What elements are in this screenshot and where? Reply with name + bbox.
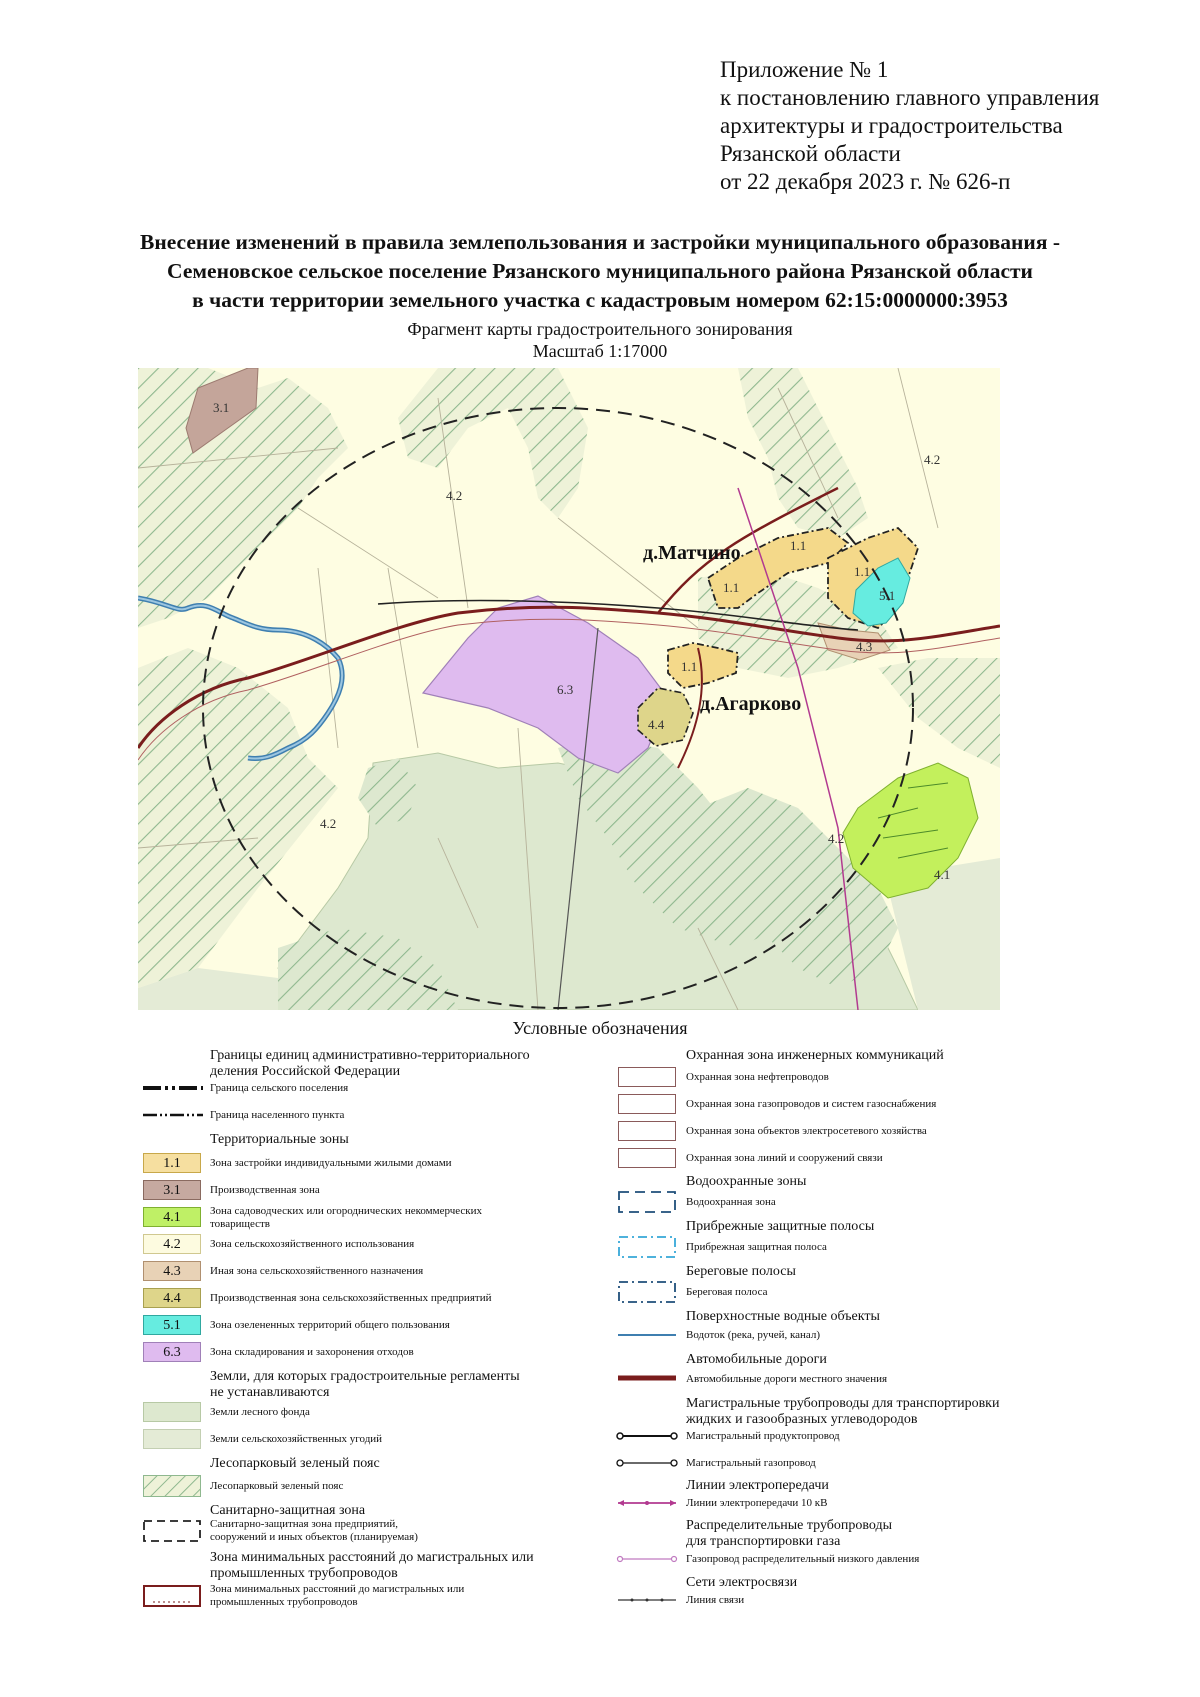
rural-boundary-symbol [143, 1084, 203, 1092]
map-label-4-1: 4.1 [934, 867, 951, 882]
legend-watercourse: Водоток (река, ручей, канал) [686, 1329, 821, 1341]
legend-settlement-boundary: Граница населенного пункта [210, 1109, 345, 1121]
security-gas-swatch [618, 1094, 676, 1114]
legend-zones-heading: Территориальные зоны [210, 1132, 349, 1147]
legend-zone-label: Зона озелененных территорий общего пользования [210, 1319, 450, 1331]
appendix-line: от 22 декабря 2023 г. № 626-п [720, 169, 1011, 194]
legend-zone-label: Зона сельскохозяйственного использования [210, 1238, 415, 1250]
legend-sanitary-line: Санитарно-защитная зона предприятий, [210, 1518, 399, 1530]
map-label-4-2: 4.2 [828, 831, 845, 846]
legend-min-distance [210, 1583, 464, 1609]
legend-heading-line: деления Российской Федерации [210, 1064, 401, 1079]
legend-coastal-protection: Прибрежная защитная полоса [686, 1241, 827, 1253]
legend-zone-label: Производственная зона [210, 1184, 320, 1196]
legend-min-distance-line: Зона минимальных расстояний до магистральных или [210, 1583, 465, 1595]
map-label-1-1: 1.1 [790, 538, 807, 553]
comm-line-symbol [616, 1596, 678, 1604]
legend-sanitary [210, 1518, 418, 1544]
sanitary-zone-symbol [143, 1520, 201, 1542]
legend-greenbelt-heading: Лесопарковый зеленый пояс [210, 1456, 380, 1471]
legend-zone-label: Зона складирования и захоронения отходов [210, 1346, 414, 1358]
legend-telecom-heading: Сети электросвязи [686, 1575, 798, 1590]
map-subtitle [0, 318, 1200, 362]
legend-low-pressure-gas: Газопровод распределительный низкого давления [686, 1553, 920, 1565]
map-label-6-3: 6.3 [557, 682, 574, 697]
forest-fund-swatch [143, 1402, 201, 1422]
map-label-4-2: 4.2 [446, 488, 463, 503]
legend-forest-fund: Земли лесного фонда [210, 1406, 310, 1418]
appendix-line: к постановлению главного управления [720, 85, 1100, 110]
legend-min-distance-heading [210, 1550, 534, 1582]
legend-zone-label: Иная зона сельскохозяйственного назначения [210, 1265, 424, 1277]
legend-heading-line: Магистральные трубопроводы для транспортировки [686, 1396, 1000, 1411]
legend-security-oil: Охранная зона нефтепроводов [686, 1071, 829, 1083]
legend-zone-label: Производственная зона сельскохозяйственных предприятий [210, 1292, 492, 1304]
coastal-protection-symbol [618, 1236, 676, 1258]
legend-title: Условные обозначения [512, 1018, 688, 1038]
title-line: Внесение изменений в правила землепользования и застройки муниципального образования - [139, 230, 1060, 254]
legend-security-comm: Охранная зона линий и сооружений связи [686, 1152, 883, 1164]
settlement-label-matchino: д.Матчино [643, 542, 741, 564]
agri-lands-swatch [143, 1429, 201, 1449]
legend-product-pipeline: Магистральный продуктопровод [686, 1430, 840, 1442]
map-label-1-1: 1.1 [854, 564, 871, 579]
legend-surface-water-heading: Поверхностные водные объекты [686, 1309, 880, 1324]
legend-no-regulation-heading [210, 1369, 520, 1401]
zoning-map[interactable] [138, 368, 1000, 1010]
security-power-swatch [618, 1121, 676, 1141]
greenbelt-swatch [143, 1475, 201, 1497]
legend-coastal-heading: Прибрежные защитные полосы [686, 1219, 875, 1234]
legend-roads-heading: Автомобильные дороги [686, 1352, 827, 1367]
map-label-5-1: 5.1 [879, 588, 896, 603]
power-line-symbol [616, 1498, 678, 1508]
legend-zone-label: Зона застройки индивидуальными жилыми домами [210, 1157, 452, 1169]
legend-heading-line: Зона минимальных расстояний до магистральных или [210, 1550, 534, 1565]
local-road-symbol [618, 1375, 676, 1381]
zone-swatch-1-1: 1.1 [143, 1153, 201, 1173]
security-oil-swatch [618, 1067, 676, 1087]
map-label-1-1: 1.1 [723, 580, 740, 595]
legend-heading-line: для транспортировки газа [686, 1534, 841, 1549]
map-scale: Масштаб 1:17000 [532, 341, 668, 361]
legend-water-protection: Водоохранная зона [686, 1196, 776, 1208]
zone-swatch-5-1: 5.1 [143, 1315, 201, 1335]
appendix-block [720, 56, 1099, 196]
legend-heading-line: Распределительные трубопроводы [686, 1518, 893, 1533]
min-distance-symbol [143, 1585, 201, 1607]
appendix-line: Рязанской области [720, 141, 901, 166]
zone-swatch-4-1: 4.1 [143, 1207, 201, 1227]
legend-security-power: Охранная зона объектов электросетевого хозяйства [686, 1125, 927, 1137]
legend-heading-line: промышленных трубопроводов [210, 1566, 398, 1581]
legend-heading-line: не устанавливаются [210, 1385, 330, 1400]
product-pipeline-symbol [616, 1431, 678, 1441]
map-label-4-4: 4.4 [648, 717, 665, 732]
shore-strip-symbol [618, 1281, 676, 1303]
zone-swatch-4-2: 4.2 [143, 1234, 201, 1254]
map-label-3-1: 3.1 [213, 400, 230, 415]
legend-power-heading: Линии электропередачи [686, 1478, 829, 1493]
legend-shore-strip: Береговая полоса [686, 1286, 768, 1298]
legend-heading-line: жидких и газообразных углеводородов [686, 1412, 918, 1427]
document-title [0, 228, 1200, 315]
legend-power-line: Линии электропередачи 10 кВ [686, 1497, 828, 1509]
legend-zone-label-line: Зона садоводческих или огороднических некоммерческих [210, 1205, 483, 1217]
low-pressure-gas-symbol [616, 1554, 678, 1564]
legend-shore-heading: Береговые полосы [686, 1264, 796, 1279]
map-label-4-3: 4.3 [856, 639, 873, 654]
map-label-4-2: 4.2 [320, 816, 337, 831]
legend-admin-heading [210, 1048, 530, 1080]
zone-swatch-4-4: 4.4 [143, 1288, 201, 1308]
gas-pipeline-symbol [616, 1458, 678, 1468]
legend-local-roads: Автомобильные дороги местного значения [686, 1373, 888, 1385]
appendix-line: архитектуры и градостроительства [720, 113, 1063, 138]
legend-sanitary-heading: Санитарно-защитная зона [210, 1503, 366, 1518]
legend-water-protection-heading: Водоохранные зоны [686, 1174, 807, 1189]
legend-greenbelt: Лесопарковый зеленый пояс [210, 1480, 344, 1492]
legend-gas-pipeline: Магистральный газопровод [686, 1457, 816, 1469]
zoning-map-canvas [138, 368, 1000, 1010]
legend-heading-line: Земли, для которых градостроительные регламенты [210, 1369, 520, 1384]
map-fragment-caption: Фрагмент карты градостроительного зонирования [407, 319, 793, 339]
settlement-label-agarkovo: д.Агарково [700, 693, 802, 715]
legend-zone-label-line: товариществ [210, 1218, 270, 1230]
legend-agri-lands: Земли сельскохозяйственных угодий [210, 1433, 383, 1445]
legend-sanitary-line: сооружений и иных объектов (планируемая) [210, 1531, 418, 1543]
zone-swatch-3-1: 3.1 [143, 1180, 201, 1200]
map-label-4-2: 4.2 [924, 452, 941, 467]
legend-security-heading: Охранная зона инженерных коммуникаций [686, 1048, 944, 1063]
map-label-1-1: 1.1 [681, 659, 698, 674]
legend-distribution-heading [686, 1518, 892, 1550]
water-protection-symbol [618, 1191, 676, 1213]
legend-rural-boundary: Граница сельского поселения [210, 1082, 349, 1094]
settlement-boundary-symbol [143, 1112, 203, 1118]
legend-security-gas: Охранная зона газопроводов и систем газоснабжения [686, 1098, 937, 1110]
watercourse-symbol [618, 1333, 676, 1337]
legend-trunk-heading [686, 1396, 999, 1428]
zone-swatch-6-3: 6.3 [143, 1342, 201, 1362]
legend-heading-line: Границы единиц административно-территориального [210, 1048, 530, 1063]
appendix-line: Приложение № 1 [720, 57, 889, 82]
legend-min-distance-line: промышленных трубопроводов [210, 1596, 358, 1608]
title-line: в части территории земельного участка с кадастровым номером 62:15:0000000:3953 [192, 288, 1008, 312]
legend-comm-line: Линия связи [686, 1594, 745, 1606]
zone-swatch-4-3: 4.3 [143, 1261, 201, 1281]
title-line: Семеновское сельское поселение Рязанского муниципального района Рязанской области [167, 259, 1033, 283]
legend-zone-label [210, 1205, 482, 1231]
security-comm-swatch [618, 1148, 676, 1168]
